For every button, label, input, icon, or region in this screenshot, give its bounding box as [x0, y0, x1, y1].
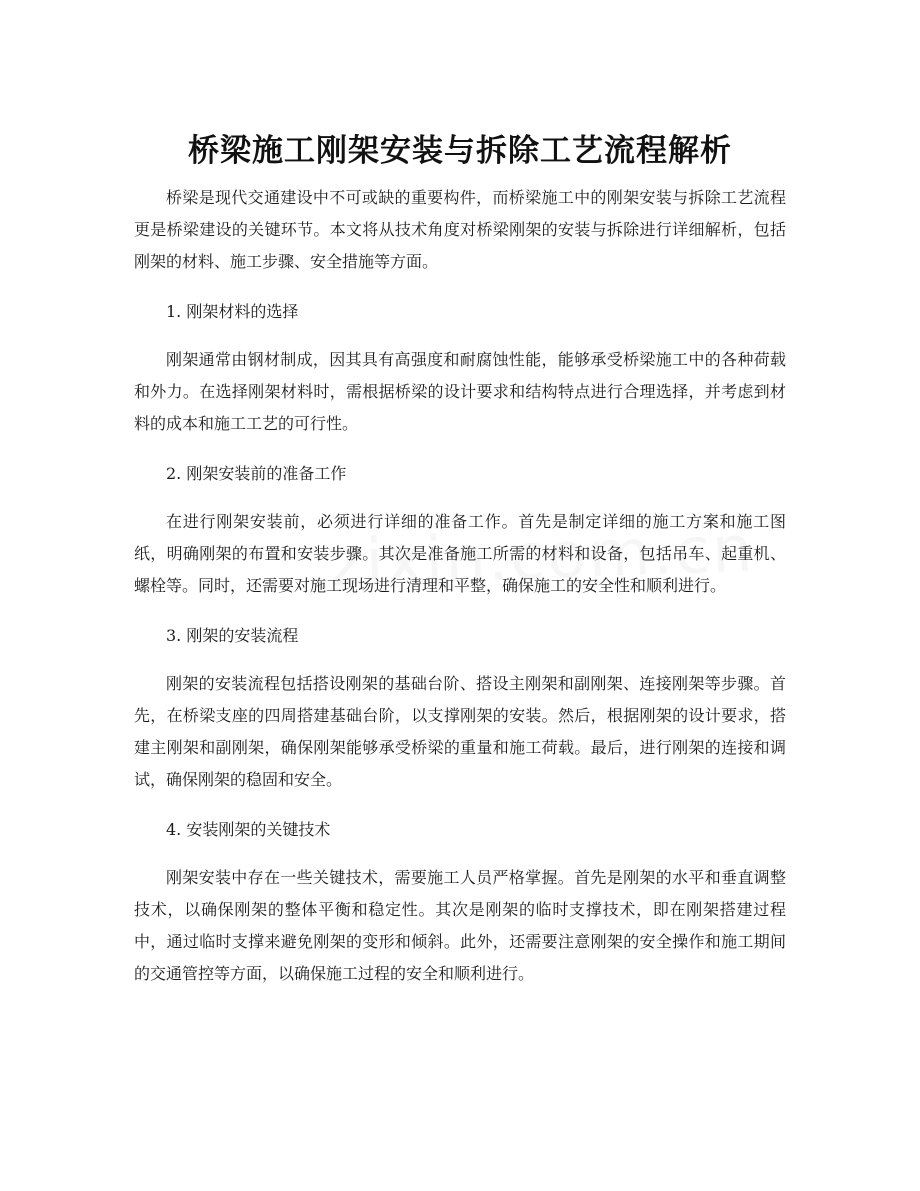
- section-heading-1: 1. 刚架材料的选择: [166, 302, 299, 321]
- section-body-4: 刚架安装中存在一些关键技术，需要施工人员严格掌握。首先是刚架的水平和垂直调整技术，以确保刚架的整体平衡和稳定性。其次是刚架的临时支撑技术，即在刚架搭建过程中，通过临时支撑来避免刚架的变形和倾斜。此外，还需要注意刚架的安全操作和施工期间的交通管控等方面，以确保施工过程的安全和顺利进行。: [134, 868, 786, 983]
- section-body-1: 刚架通常由钢材制成，因其具有高强度和耐腐蚀性能，能够承受桥梁施工中的各种荷载和外力。在选择刚架材料时，需根据桥梁的设计要求和结构特点进行合理选择，并考虑到材料的成本和施工工艺的可行性。: [134, 350, 786, 433]
- section-heading-2: 2. 刚架安装前的准备工作: [166, 464, 347, 483]
- intro-paragraph: 桥梁是现代交通建设中不可或缺的重要构件，而桥梁施工中的刚架安装与拆除工艺流程更是桥梁建设的关键环节。本文将从技术角度对桥梁刚架的安装与拆除进行详细解析，包括刚架的材料、施工步骤、安全措施等方面。: [134, 188, 786, 271]
- page-title: 桥梁施工刚架安装与拆除工艺流程解析: [188, 132, 732, 169]
- section-body-2: 在进行刚架安装前，必须进行详细的准备工作。首先是制定详细的施工方案和施工图纸，明确刚架的布置和安装步骤。其次是准备施工所需的材料和设备，包括吊车、起重机、螺栓等。同时，还需要对施工现场进行清理和平整，确保施工的安全性和顺利进行。: [134, 512, 786, 595]
- section-heading-4: 4. 安装刚架的关键技术: [166, 820, 331, 839]
- section-body-3: 刚架的安装流程包括搭设刚架的基础台阶、搭设主刚架和副刚架、连接刚架等步骤。首先，在桥梁支座的四周搭建基础台阶，以支撑刚架的安装。然后，根据刚架的设计要求，搭建主刚架和副刚架，确保刚架能够承受桥梁的重量和施工荷载。最后，进行刚架的连接和调试，确保刚架的稳固和安全。: [134, 674, 786, 789]
- document-body: [134, 182, 786, 1008]
- section-heading-3: 3. 刚架的安装流程: [166, 626, 299, 645]
